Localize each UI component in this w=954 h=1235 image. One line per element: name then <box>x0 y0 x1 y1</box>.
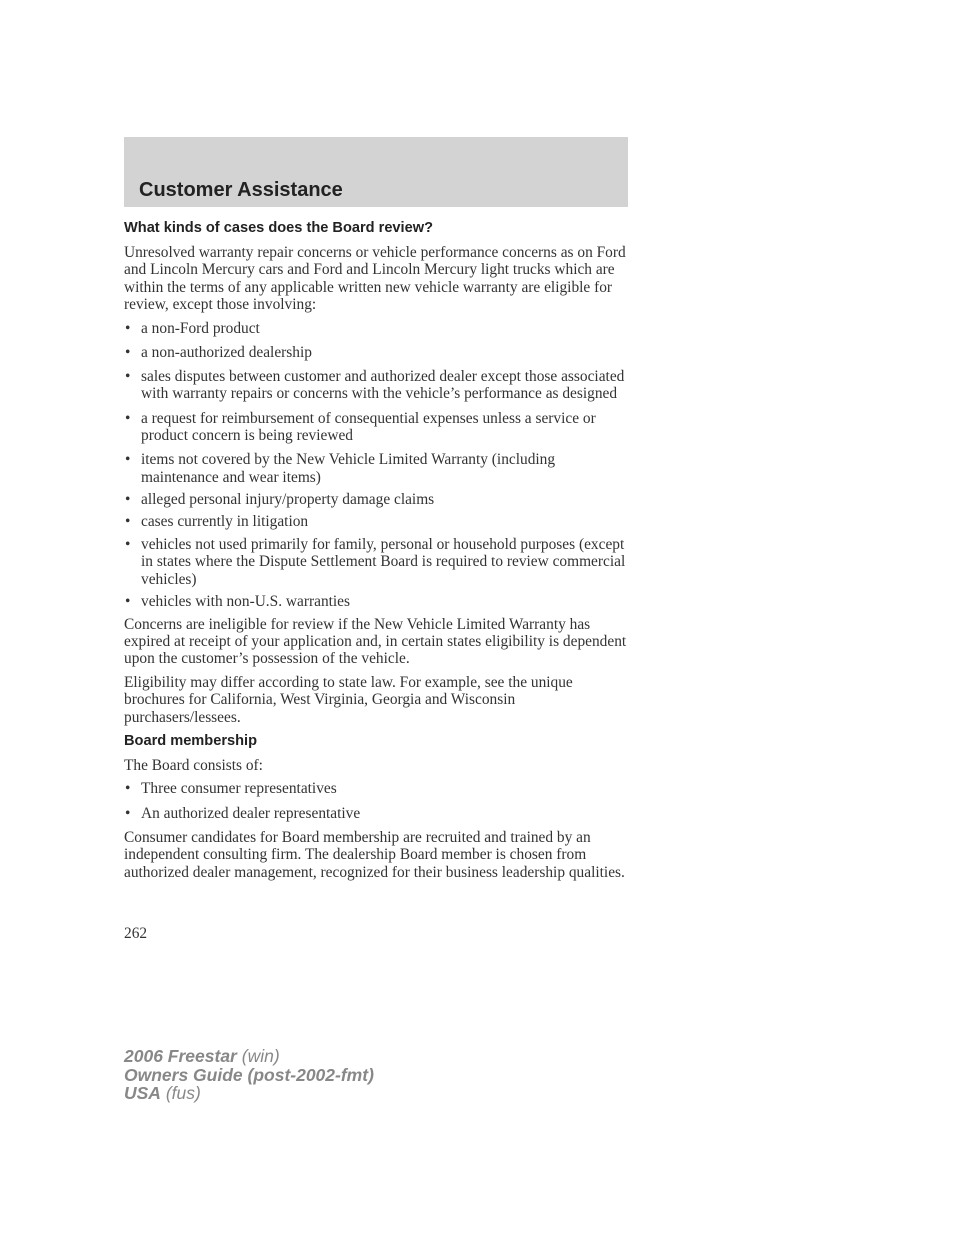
bullet-icon: • <box>125 343 131 361</box>
footer-line-market: USA (fus) <box>124 1083 201 1103</box>
list-item: • a non-Ford product <box>125 319 260 337</box>
bullet-icon: • <box>125 780 131 798</box>
footer-line-guide: Owners Guide (post-2002-fmt) <box>124 1064 374 1085</box>
list-item: • vehicles with non-U.S. warranties <box>125 593 351 611</box>
board-intro-paragraph: The Board consists of: <box>124 756 263 774</box>
list-item: • sales disputes between customer and authorized dealer except those associated with warranty repairs or concerns with the vehicle’s performance as designed <box>125 368 625 403</box>
list-item: • cases currently in litigation <box>125 513 309 531</box>
cases-intro-paragraph: Unresolved warranty repair concerns or vehicle performance concerns as on Ford and Lincoln Mercury cars and Ford and Lincoln Mercury light trucks which are within the terms of any applicable written new vehicle warranty are eligible for review, except those involving: <box>124 244 626 314</box>
bullet-icon: • <box>125 593 131 611</box>
bullet-icon: • <box>125 804 131 822</box>
page-content <box>124 219 630 887</box>
bullet-icon: • <box>125 535 131 553</box>
bullet-icon: • <box>125 368 131 386</box>
heading-board-membership: Board membership <box>124 732 257 749</box>
section-header-band <box>124 137 628 207</box>
bullet-icon: • <box>125 491 131 509</box>
page-number: 262 <box>124 925 148 942</box>
bullet-icon: • <box>125 513 131 531</box>
section-title: Customer Assistance <box>139 179 343 201</box>
list-item: • vehicles not used primarily for family, personal or household purposes (except in states where the Dispute Settlement Board is required to review commercial vehicles) <box>125 535 626 588</box>
bullet-icon: • <box>125 451 131 469</box>
eligibility-paragraph: Eligibility may differ according to state law. For example, see the unique brochures for California, West Virginia, Georgia and Wisconsin purchasers/lessees. <box>124 673 573 726</box>
footer-line-model: 2006 Freestar (win) <box>124 1046 280 1066</box>
ineligible-paragraph: Concerns are ineligible for review if the New Vehicle Limited Warranty has expired at receipt of your application and, in certain states eligibility is dependent upon the customer’s possession of the vehicle. <box>124 615 627 668</box>
exclusions-list <box>124 320 630 611</box>
list-item: • Three consumer representatives <box>125 780 337 798</box>
bullet-icon: • <box>125 319 131 337</box>
list-item: • alleged personal injury/property damage claims <box>125 491 435 509</box>
heading-cases-reviewed: What kinds of cases does the Board review? <box>124 220 433 236</box>
bullet-icon: • <box>125 409 131 427</box>
candidates-paragraph: Consumer candidates for Board membership are recruited and trained by an independent consulting firm. The dealership Board member is chosen from authorized dealer management, recognized for their business leadership qualities. <box>124 828 625 881</box>
list-item: • An authorized dealer representative <box>125 804 361 822</box>
list-item: • items not covered by the New Vehicle Limited Warranty (including maintenance and wear items) <box>125 451 556 486</box>
list-item: • a non-authorized dealership <box>125 343 312 361</box>
document-footer <box>124 1047 374 1103</box>
board-members-list <box>124 780 630 822</box>
list-item: • a request for reimbursement of consequential expenses unless a service or product concern is being reviewed <box>125 409 596 445</box>
